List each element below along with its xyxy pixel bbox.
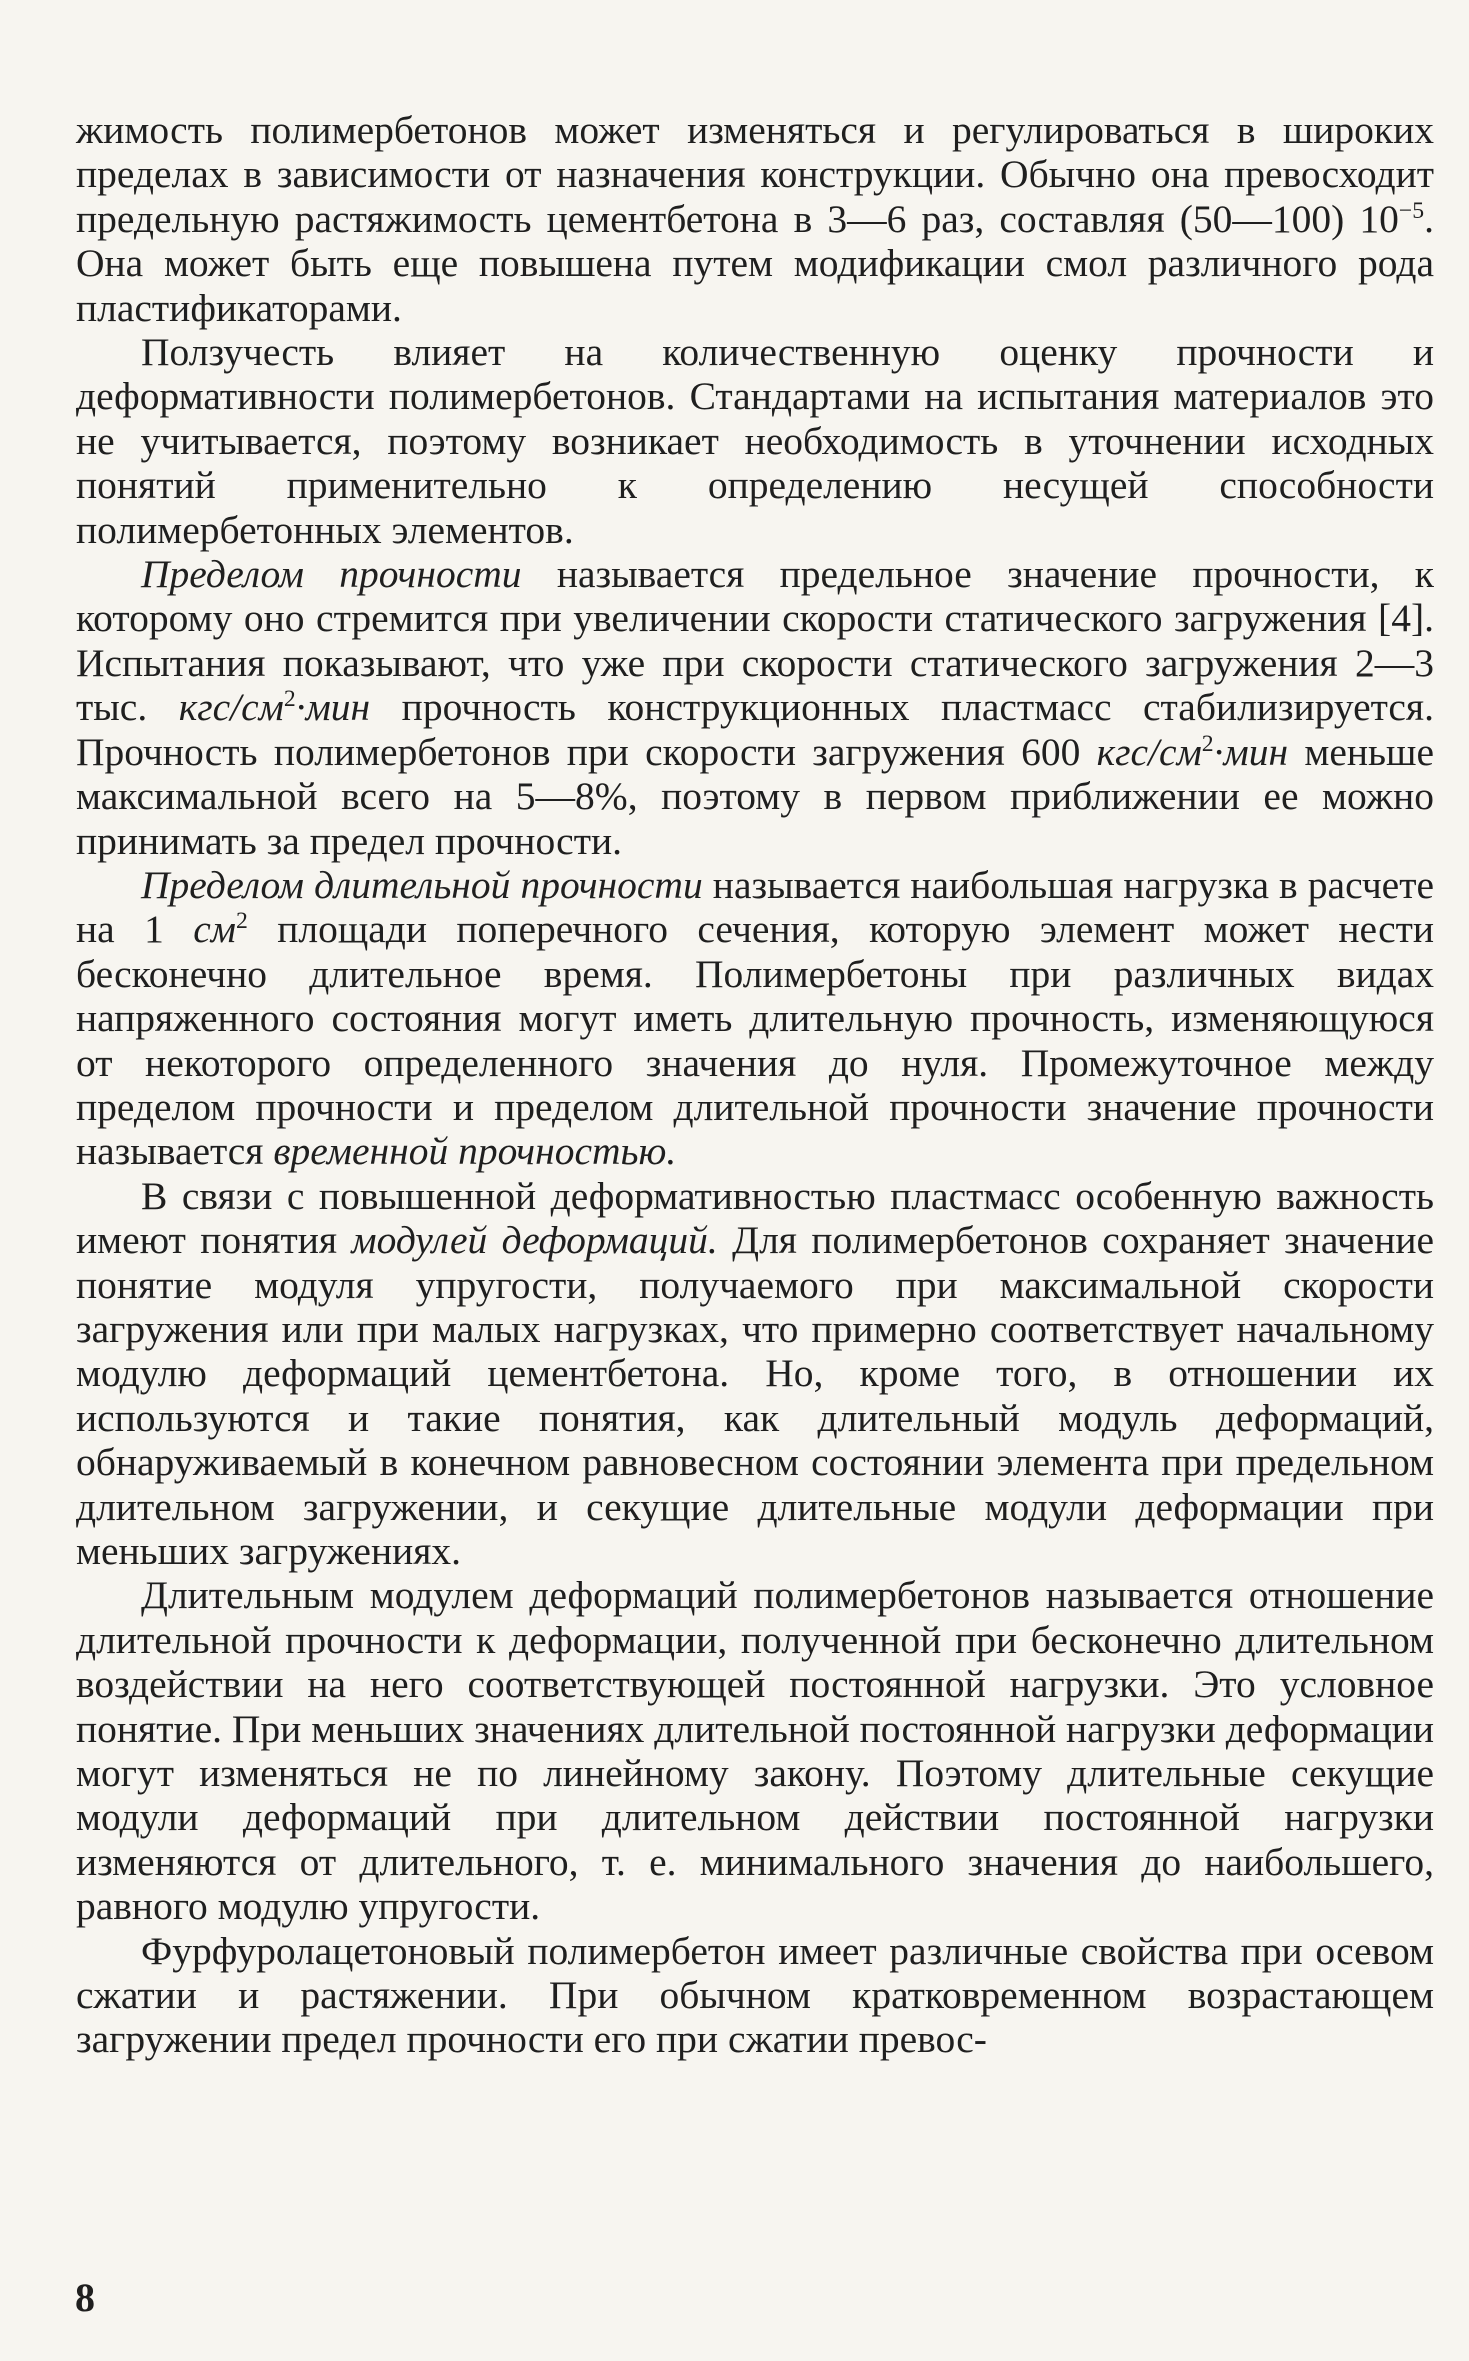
italic-term: ·мин (1213, 729, 1289, 774)
page-number: 8 (75, 2275, 95, 2320)
italic-term: Пределом длительной прочности (141, 862, 703, 907)
paragraph (76, 1929, 1434, 2062)
italic-term: модулей деформаций. (351, 1218, 718, 1263)
text-run: площади поперечного сечения, которую элемент может нести бесконечно длительное время. Полимербетоны при различных видах напряженного состояния могут иметь длительную прочность, изменяющуюся от некоторого определенного значения до нуля. Промежуточное между пределом прочности и пределом длительной прочности значение прочности называется (76, 907, 1434, 1174)
paragraph (76, 863, 1434, 1174)
text-run: В связи с повышенной деформативностью пластмасс особенную важность имеют понятия (76, 1173, 1434, 1263)
italic-term: кгс/см (178, 685, 284, 730)
paragraph (76, 1174, 1434, 1574)
superscript: 2 (283, 686, 296, 713)
superscript: −5 (1398, 197, 1425, 224)
text-run: Фурфуролацетоновый полимербетон имеет различные свойства при осевом сжатии и растяжении. При обычном кратковременном возрастающем загружении предел прочности его при сжатии превос- (76, 1928, 1434, 2062)
superscript: 2 (1201, 730, 1214, 757)
superscript: 2 (235, 908, 248, 935)
text-run: жимость полимербетонов может изменяться и регулироваться в широких пределах в зависимости от назначения конструкции. Обычно она превосходит предельную растяжимость цементбетона в 3—6 раз, составляя (50—100) 10 (76, 108, 1434, 241)
text-run: меньше максимальной всего на 5—8%, поэтому в первом приближении ее можно принимать за предел прочности. (76, 729, 1434, 863)
page-body (76, 108, 1434, 2358)
text-run: . Она может быть еще повышена путем модификации смол различного рода пластификаторами. (76, 196, 1434, 330)
italic-term: временной прочностью. (273, 1129, 677, 1174)
paragraph (76, 552, 1434, 863)
text-run: Длительным модулем деформаций полимербетонов называется отношение длительной прочности к деформации, полученной при бесконечно длительном воздействии на него соответствующей постоянной нагрузки. Это условное понятие. При меньших значениях длительной постоянной нагрузки деформации могут изменяться не по линейному закону. Поэтому длительные секущие модули деформаций при длительном действии постоянной нагрузки изменяются от длительного, т. е. минимального значения до наибольшего, равного модулю упругости. (76, 1573, 1434, 1929)
paragraph (76, 330, 1434, 552)
paragraph (76, 108, 1434, 330)
text-run: Ползучесть влияет на количественную оценку прочности и деформативности полимербетонов. Стандартами на испытания материалов это не учитывается, поэтому возникает необходимость в уточнении исходных понятий применительно к определению несущей способности полимербетонных элементов. (76, 330, 1434, 552)
text-run: прочность конструкционных пластмасс стабилизируется. Прочность полимербетонов при скорости загружения 600 (76, 685, 1434, 774)
text-run: называется предельное значение прочности, к которому оно стремится при увеличении скорости статического загружения [4]. Испытания показывают, что уже при скорости статического загружения 2—3 тыс. (76, 552, 1434, 730)
text-run: называется наибольшая нагрузка в расчете на 1 (76, 862, 1435, 952)
italic-term: Пределом прочности (141, 552, 522, 597)
text-run: Для полимербетонов сохраняет значение понятие модуля упругости, получаемого при максимальной скорости загружения или при малых нагрузках, что примерно соответствует начальному модулю деформаций цементбетона. Но, кроме того, в отношении их используются и такие понятия, как длительный модуль деформаций, обнаруживаемый в конечном равновесном состоянии элемента при предельном длительном загружении, и секущие длительные модули деформации при меньших загружениях. (76, 1218, 1434, 1573)
italic-term: кгс/см (1096, 729, 1202, 774)
paragraph (76, 1573, 1434, 1928)
italic-term: ·мин (295, 685, 371, 730)
italic-term: см (193, 907, 236, 952)
